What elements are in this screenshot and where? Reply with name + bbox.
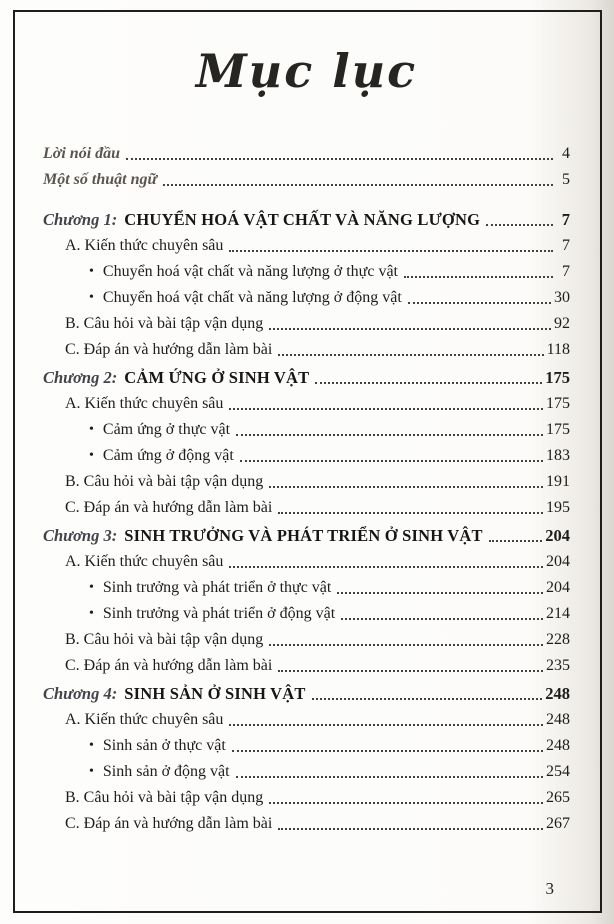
table-of-contents [43, 144, 570, 834]
dot-leader [229, 566, 543, 568]
toc-chapter-block [43, 368, 570, 518]
toc-section-entry [43, 788, 570, 808]
toc-chapter-heading [43, 526, 570, 546]
toc-entry-label: A. Kiến thức chuyên sâu [65, 553, 224, 570]
dot-leader [408, 302, 551, 304]
toc-page-ref: 248 [545, 684, 570, 703]
bullet-icon: • [89, 264, 94, 279]
toc-section-entry [43, 656, 570, 676]
toc-section-entry [43, 710, 570, 730]
chapter-title: CHUYỂN HOÁ VẬT CHẤT VÀ NĂNG LƯỢNG [124, 210, 481, 229]
chapter-title: SINH SẢN Ở SINH VẬT [124, 684, 306, 703]
chapter-title: CẢM ỨNG Ở SINH VẬT [124, 368, 310, 387]
dot-leader [269, 486, 543, 488]
toc-section-entry [43, 814, 570, 834]
toc-entry-label: A. Kiến thức chuyên sâu [65, 237, 224, 254]
dot-leader [315, 382, 542, 384]
toc-entry-label: Sinh trưởng và phát triển ở động vật [102, 605, 336, 622]
toc-section-entry [43, 340, 570, 360]
toc-sub-entry [43, 762, 570, 782]
bullet-icon: • [89, 764, 94, 779]
dot-leader [278, 828, 543, 830]
bullet-icon: • [89, 580, 94, 595]
toc-entry-label: Lời nói đầu [43, 145, 121, 162]
bullet-icon: • [89, 738, 94, 753]
toc-sub-entry [43, 420, 570, 440]
toc-entry-label: B. Câu hỏi và bài tập vận dụng [65, 789, 264, 806]
dot-leader [312, 698, 543, 700]
toc-sub-entry [43, 604, 570, 624]
toc-chapter-block [43, 526, 570, 676]
toc-chapter-block [43, 684, 570, 834]
toc-entry-label: C. Đáp án và hướng dẫn làm bài [65, 657, 273, 674]
toc-page-ref: 214 [546, 605, 570, 622]
bullet-icon: • [89, 448, 94, 463]
toc-page-ref: 183 [546, 447, 570, 464]
dot-leader [236, 776, 543, 778]
toc-entry-label: C. Đáp án và hướng dẫn làm bài [65, 815, 273, 832]
toc-entry-label: Sinh sản ở động vật [102, 763, 230, 780]
dot-leader [163, 184, 553, 186]
chapter-title: SINH TRƯỞNG VÀ PHÁT TRIỂN Ở SINH VẬT [124, 526, 483, 545]
toc-page-ref: 254 [546, 763, 570, 780]
chapter-list [43, 210, 570, 834]
toc-page-ref: 248 [546, 737, 570, 754]
toc-section-entry [43, 552, 570, 572]
dot-leader [278, 354, 543, 356]
toc-section-entry [43, 314, 570, 334]
chapter-number-prefix: Chương 3: [43, 526, 118, 545]
dot-leader [486, 224, 553, 226]
toc-entry-label: A. Kiến thức chuyên sâu [65, 395, 224, 412]
toc-page-ref: 175 [546, 395, 570, 412]
toc-section-entry [43, 472, 570, 492]
toc-chapter-heading [43, 684, 570, 704]
dot-leader [278, 670, 543, 672]
toc-entry-label: C. Đáp án và hướng dẫn làm bài [65, 341, 273, 358]
toc-chapter-heading [43, 368, 570, 388]
toc-entry-label: Sinh sản ở thực vật [102, 737, 226, 754]
dot-leader [229, 724, 543, 726]
toc-entry-label: B. Câu hỏi và bài tập vận dụng [65, 315, 264, 332]
toc-chapter-block [43, 210, 570, 360]
toc-entry-label: Cảm ứng ở thực vật [102, 421, 231, 438]
toc-front-matter-entry [43, 170, 570, 190]
dot-leader [229, 250, 553, 252]
toc-page-ref: 191 [546, 473, 570, 490]
toc-page-ref: 235 [546, 657, 570, 674]
toc-page-ref: 204 [545, 526, 570, 545]
toc-page-ref: 195 [546, 499, 570, 516]
toc-entry-label: B. Câu hỏi và bài tập vận dụng [65, 473, 264, 490]
toc-page-ref: 118 [546, 341, 570, 358]
toc-sub-entry [43, 578, 570, 598]
dot-leader [278, 512, 543, 514]
toc-page-ref: 7 [561, 210, 570, 229]
chapter-number-prefix: Chương 4: [43, 684, 118, 703]
toc-page-ref: 5 [562, 171, 570, 188]
toc-entry-label: Sinh trưởng và phát triển ở thực vật [102, 579, 332, 596]
toc-page-ref: 7 [562, 237, 570, 254]
dot-leader [240, 460, 543, 462]
page-title: Mục lục [195, 44, 418, 98]
front-matter-list [43, 144, 570, 190]
toc-page-ref: 204 [546, 579, 570, 596]
dot-leader [232, 750, 543, 752]
dot-leader [229, 408, 543, 410]
toc-entry-label: Một số thuật ngữ [43, 171, 158, 188]
dot-leader [269, 644, 543, 646]
dot-leader [337, 592, 543, 594]
toc-entry-label: Chuyển hoá vật chất và năng lượng ở thực vật [102, 263, 398, 280]
toc-page-ref: 265 [546, 789, 570, 806]
toc-entry-label: A. Kiến thức chuyên sâu [65, 711, 224, 728]
toc-page-ref: 30 [554, 289, 570, 306]
dot-leader [489, 540, 543, 542]
toc-sub-entry [43, 736, 570, 756]
toc-entry-label: Cảm ứng ở động vật [102, 447, 234, 464]
toc-page-ref: 92 [554, 315, 570, 332]
toc-sub-entry [43, 262, 570, 282]
toc-page-ref: 7 [562, 263, 570, 280]
toc-chapter-heading [43, 210, 570, 230]
toc-page-ref: 267 [546, 815, 570, 832]
dot-leader [236, 434, 543, 436]
bullet-icon: • [89, 422, 94, 437]
toc-page-ref: 204 [546, 553, 570, 570]
dot-leader [126, 158, 553, 160]
toc-page-ref: 228 [546, 631, 570, 648]
toc-section-entry [43, 498, 570, 518]
toc-front-matter-entry [43, 144, 570, 164]
bullet-icon: • [89, 606, 94, 621]
toc-sub-entry [43, 446, 570, 466]
page-border-frame [13, 10, 602, 913]
toc-entry-label: B. Câu hỏi và bài tập vận dụng [65, 631, 264, 648]
toc-section-entry [43, 236, 570, 256]
toc-entry-label: Chuyển hoá vật chất và năng lượng ở động vật [102, 289, 402, 306]
toc-section-entry [43, 394, 570, 414]
dot-leader [341, 618, 543, 620]
toc-sub-entry [43, 288, 570, 308]
toc-page-ref: 248 [546, 711, 570, 728]
toc-entry-label: C. Đáp án và hướng dẫn làm bài [65, 499, 273, 516]
chapter-number-prefix: Chương 2: [43, 368, 118, 387]
toc-section-entry [43, 630, 570, 650]
dot-leader [269, 802, 543, 804]
dot-leader [269, 328, 551, 330]
dot-leader [404, 276, 553, 278]
chapter-number-prefix: Chương 1: [43, 210, 118, 229]
page-number: 3 [545, 879, 554, 898]
toc-page-ref: 175 [546, 421, 570, 438]
toc-page-ref: 4 [562, 145, 570, 162]
bullet-icon: • [89, 290, 94, 305]
toc-page-ref: 175 [545, 368, 570, 387]
